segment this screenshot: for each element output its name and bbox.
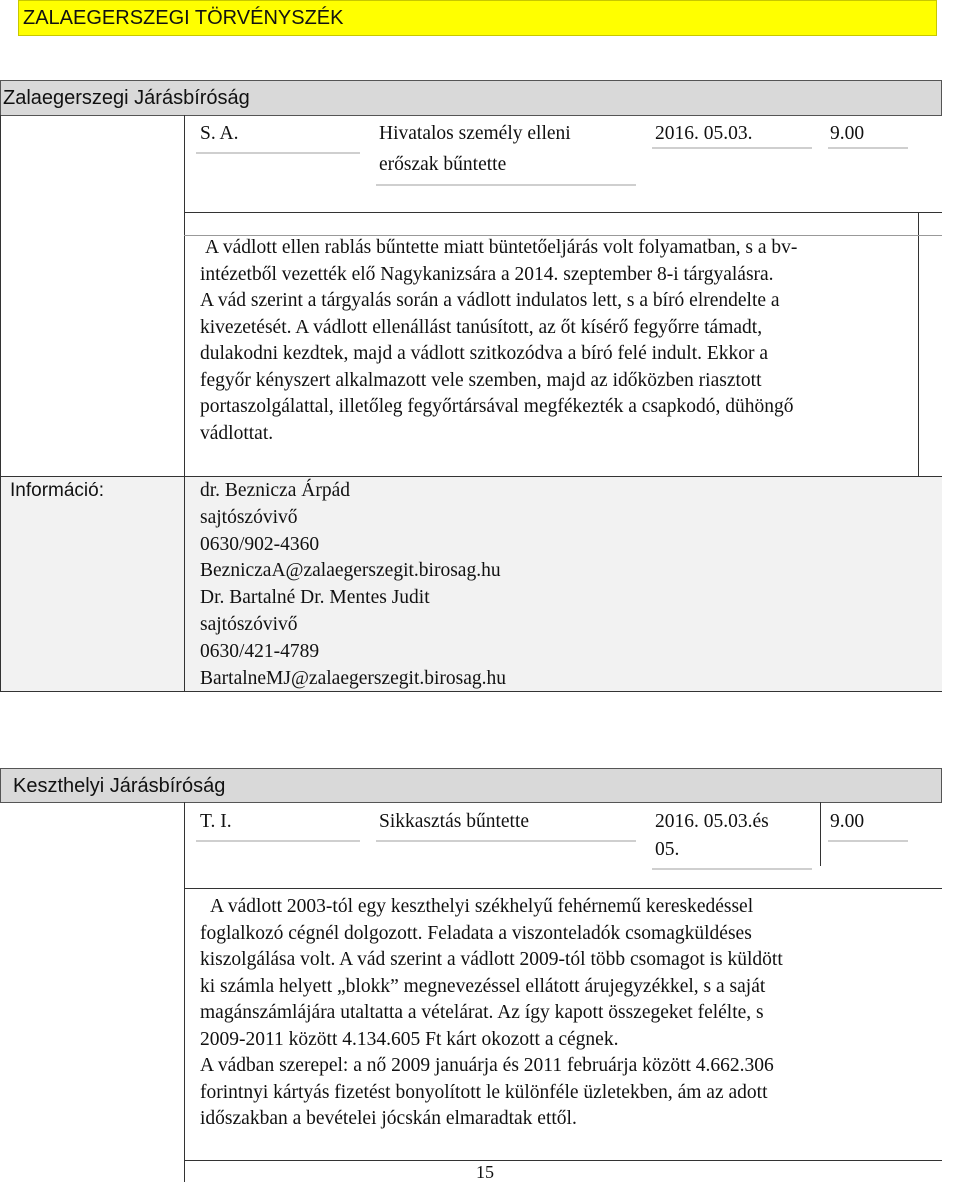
desc-line: dulakodni kezdtek, majd a vádlott szitkozódva a bíró felé indult. Ekkor a bbox=[200, 343, 769, 364]
desc-line: ki számla helyett „blokk” megnevezéssel ellátott árujegyzékkel, s a saját bbox=[200, 975, 766, 997]
desc-line: 2009-2011 között 4.134.605 Ft kárt okozott a cégnek. bbox=[200, 1028, 619, 1050]
charge: Sikkasztás bűntette bbox=[379, 811, 530, 832]
defendant-initials: S. A. bbox=[200, 123, 239, 144]
charge-line2: erőszak bűntette bbox=[379, 154, 507, 175]
desc-top-line bbox=[184, 212, 942, 213]
spokesperson-email[interactable]: BartalneMJ@zalaegerszegit.birosag.hu bbox=[200, 667, 507, 689]
charge-line1: Hivatalos személy elleni bbox=[379, 123, 571, 144]
desc-line: kiszolgálása volt. A vád szerint a vádlott 2009-tól több csomagot is küldött bbox=[200, 949, 783, 970]
court-heading-zalaegerszeg: Zalaegerszegi Járásbíróság bbox=[0, 80, 942, 116]
spokesperson-title: sajtószóvivő bbox=[200, 506, 298, 528]
right-border bbox=[918, 212, 919, 476]
info-label-panel bbox=[1, 476, 184, 691]
desc-line: kivezetését. A vádlott ellenállást tanúsított, az őt kísérő fegyőrre támadt, bbox=[200, 316, 763, 338]
desc-line: portaszolgálattal, illetőleg fegyőrtársával megfékezték a csapkodó, dühöngő bbox=[200, 396, 794, 417]
court-heading-keszthely: Keszthelyi Járásbíróság bbox=[0, 768, 942, 803]
hearing-time: 9.00 bbox=[830, 123, 865, 144]
defendant-underline bbox=[196, 840, 360, 842]
contact-info bbox=[200, 478, 506, 692]
time-underline bbox=[828, 840, 908, 842]
hearing-date-line1: 2016. 05.03.és bbox=[655, 811, 769, 832]
desc-line: fegyőr kényszert alkalmazott vele szemben, majd az időközben riasztott bbox=[200, 369, 762, 391]
time-underline bbox=[828, 147, 908, 149]
spokesperson-phone: 0630/421-4789 bbox=[200, 640, 320, 662]
date-underline bbox=[652, 868, 812, 870]
info-label-top-line bbox=[0, 476, 184, 477]
desc-line: magánszámlájára utaltatta a vételárat. Az így kapott összegeket felélte, s bbox=[200, 1002, 764, 1023]
desc-top-line-2 bbox=[184, 888, 942, 889]
desc-line: időszakban a bevételei jócskán elmaradtak ettől. bbox=[200, 1108, 577, 1129]
column-divider-2 bbox=[184, 802, 185, 1182]
hearing-date-line2: 05. bbox=[655, 839, 680, 860]
time-cell-divider bbox=[820, 802, 821, 866]
charge-underline bbox=[376, 184, 636, 186]
info-label: Információ: bbox=[10, 480, 104, 501]
desc-line: forintnyi kártyás fizetést bonyolított le különféle üzletekben, ám az adott bbox=[200, 1081, 768, 1103]
desc-line: intézetből vezették elő Nagykanizsára a 2014. szeptember 8-i tárgyalásra. bbox=[200, 263, 774, 285]
date-underline bbox=[652, 147, 812, 149]
spokesperson-name: dr. Beznicza Árpád bbox=[200, 480, 350, 501]
contact-top-line bbox=[184, 476, 942, 477]
page-number: 15 bbox=[476, 1162, 494, 1182]
desc-line: A vádlott ellen rablás bűntette miatt büntetőeljárás volt folyamatban, s a bv- bbox=[205, 237, 798, 258]
spokesperson-title: sajtószóvivő bbox=[200, 613, 298, 635]
defendant-initials: T. I. bbox=[200, 811, 232, 832]
desc-line: A vádban szerepel: a nő 2009 januárja és 2011 februárja között 4.662.306 bbox=[200, 1055, 774, 1076]
case-description-2 bbox=[200, 894, 906, 1133]
desc-line: foglalkozó cégnél dolgozott. Feladata a viszonteladók csomagküldéses bbox=[200, 922, 752, 944]
hearing-date: 2016. 05.03. bbox=[655, 123, 753, 144]
spokesperson-phone: 0630/902-4360 bbox=[200, 533, 320, 555]
court-banner: ZALAEGERSZEGI TÖRVÉNYSZÉK bbox=[18, 0, 937, 36]
desc-line: vádlottat. bbox=[200, 422, 274, 444]
case-description-1 bbox=[200, 235, 906, 447]
spokesperson-name: Dr. Bartalné Dr. Mentes Judit bbox=[200, 587, 430, 609]
desc-line: A vád szerint a tárgyalás során a vádlott indulatos lett, s a bíró elrendelte a bbox=[200, 290, 780, 311]
desc-bottom-line-2 bbox=[184, 1160, 942, 1161]
hearing-time: 9.00 bbox=[830, 811, 865, 832]
defendant-underline bbox=[196, 152, 360, 154]
spokesperson-email[interactable]: BezniczaA@zalaegerszegit.birosag.hu bbox=[200, 560, 501, 582]
desc-line: A vádlott 2003-tól egy keszthelyi székhelyű fehérnemű kereskedéssel bbox=[210, 896, 754, 917]
charge-underline bbox=[376, 840, 636, 842]
